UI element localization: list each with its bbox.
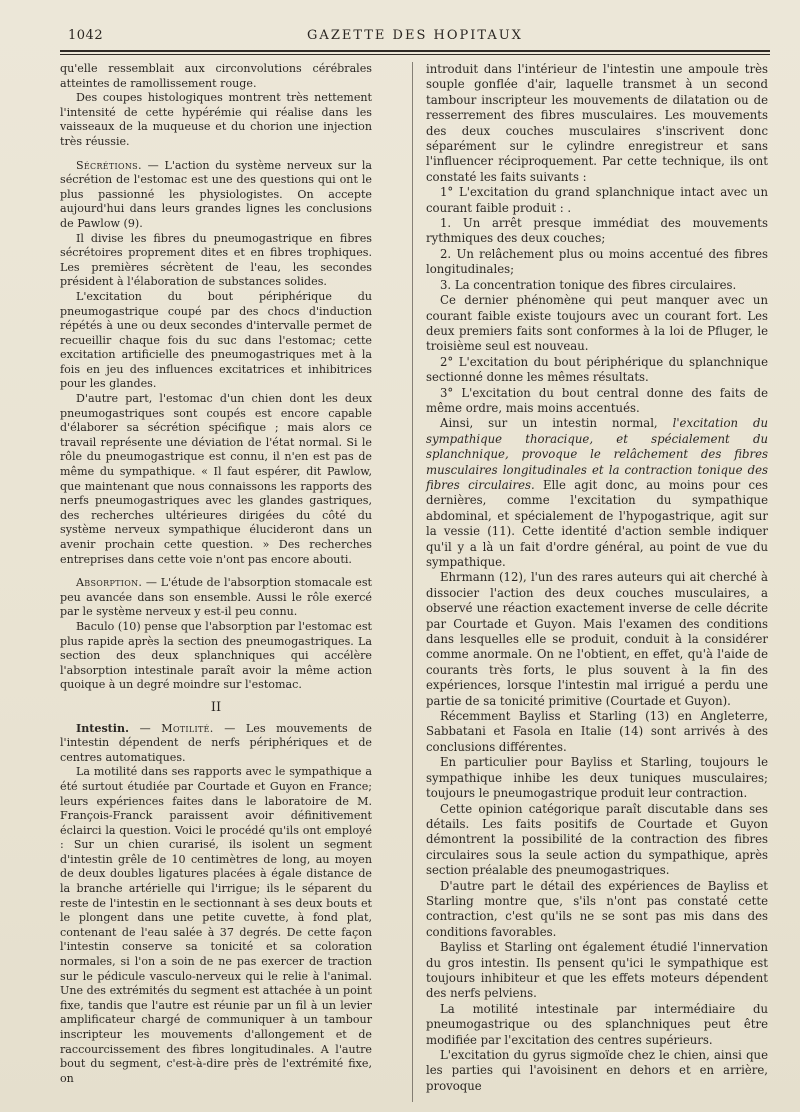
header-rule <box>60 50 770 52</box>
subsection-heading: Motilité. <box>161 721 214 735</box>
italic-text: l'excitation du sympathique thoracique, et spécialement du splanchnique, provoque le relâchement des fibres musculaires longitudinales et la contraction tonique des fibres circulaires. <box>426 416 768 492</box>
paragraph: D'autre part, l'estomac d'un chien dont les deux pneumogastriques sont coupés est encore capable d'élaborer sa sécrétion spécifique ; mais alors ce travail représente une déviation de l'état normal. Si le rôle du pneumogastrique est connu, il n'en est pas de même du sympathique. « Il faut espérer, dit Pawlow, que maintenant que nous connaissons les rapports des nerfs pneumogastriques avec les glandes gastriques, des recherches ultérieures dirigées du côté du système nerveux sympathique élucideront dans un avenir prochain cette question. » Des recherches entreprises dans cette voie n'ont pas encore abouti. <box>60 392 372 566</box>
left-column <box>60 62 372 1086</box>
paragraph: Ehrmann (12), l'un des rares auteurs qui ait cherché à dissocier l'action des deux couches musculaires, a observé une réaction exactement inverse de celle décrite par Courtade et Guyon. Mais l'examen des conditions dans lesquelles elle se produit, conduit à la considérer comme anormale. On ne l'obtient, en effet, qu'à l'aide de courants très forts, le plus souvent à la fin des expériences, lorsque l'intestin mal irrigué a perdu une partie de sa tonicité primitive (Courtade et Guyon). <box>426 570 768 708</box>
paragraph: Bayliss et Starling ont également étudié l'innervation du gros intestin. Ils pensent qu'ici le sympathique est toujours inhibiteur et que les effets moteurs dépendent des nerfs pelviens. <box>426 940 768 1001</box>
paragraph-text: — Les mouvements de l'intestin dépendent de nerfs périphériques et de centres automatiques. <box>60 721 372 764</box>
paragraph-intestin <box>60 722 372 766</box>
paragraph: La motilité dans ses rapports avec le sympathique a été surtout étudiée par Courtade et Guyon en France; leurs expériences faites dans le laboratoire de M. François-Franck paraissent avoir définitivement éclairci la question. Voici le procédé qu'ils ont employé : Sur un chien curarisé, ils isolent un segment d'intestin grêle de 10 centimètres de long, au moyen de deux doubles ligatures placées à égale distance de la branche artérielle qui l'irrigue; ils le séparent du reste de l'intestin en le sectionnant à ses deux bouts et le plongent dans une petite cuvette, à fond plat, contenant de l'eau salée à 37 degrés. De cette façon l'intestin conserve sa tonicité et sa coloration normales, si l'on a soin de ne pas exercer de traction sur le pédicule vasculo-nerveux qui le relie à l'animal. Une des extrémités du segment est attachée à un point fixe, tandis que l'autre est réunie par un fil à un levier amplificateur chargé de communiquer à un tambour inscripteur les mouvements d'allongement et de raccourcissement des fibres longitudinales. A l'autre bout du segment, c'est-à-dire près de l'extrémité fixe, on <box>60 765 372 1085</box>
section-heading: Absorption. <box>76 576 143 590</box>
paragraph-ainsi <box>426 416 768 570</box>
paragraph: L'excitation du bout périphérique du pneumogastrique coupé par des chocs d'induction répétés à une ou deux secondes d'intervalle permet de recueillir chaque fois du suc dans l'estomac; cette excitation artificielle des pneumogastriques met à la fois en jeu des influences excitatrices et inhibitrices pour les glandes. <box>60 289 372 391</box>
paragraph: Ce dernier phénomène qui peut manquer avec un courant faible existe toujours avec un courant fort. Les deux premiers faits sont conformes à la loi de Pfluger, le troisième seul est nouveau. <box>426 293 768 354</box>
paragraph-text: — L'action du système nerveux sur la sécrétion de l'estomac est une des questions qui ont le plus passionné les physiologistes. On accepte aujourd'hui dans leurs grandes lignes les conclusions de Pawlow (9). <box>60 158 372 230</box>
paragraph-absorption <box>60 576 372 620</box>
list-item: 1. Un arrêt presque immédiat des mouvements rythmiques des deux couches; <box>426 216 768 246</box>
right-column <box>426 62 768 1094</box>
paragraph-text: Elle agit donc, au moins pour ces dernières, comme l'excitation du sympathique abdominal, et spécialement de l'hypogastrique, agit sur la vessie (11). Cette identité d'action semble indiquer qu'il y a là un fait d'ordre général, au point de vue du sympathique. <box>426 477 768 569</box>
section-heading: Intestin. <box>76 721 129 735</box>
paragraph-text: Ainsi, sur un intestin normal, <box>440 416 673 431</box>
paragraph-secretions <box>60 159 372 232</box>
paragraph: D'autre part le détail des expériences de Bayliss et Starling montre que, s'ils n'ont pas constaté cette contraction, c'est qu'ils ne se sont pas mis dans des conditions favorables. <box>426 878 768 939</box>
paragraph: 3° L'excitation du bout central donne des faits de même ordre, mais moins accentués. <box>426 385 768 415</box>
paragraph: Des coupes histologiques montrent très nettement l'intensité de cette hypérémie qui réalise dans les vaisseaux de la muqueuse et du chorion une injection très réussie. <box>60 91 372 148</box>
section-heading: Sécrétions. <box>76 158 142 172</box>
paragraph: qu'elle ressemblait aux circonvolutions cérébrales atteintes de ramollissement rouge. <box>60 62 372 90</box>
section-numeral: II <box>210 699 222 715</box>
paragraph: Récemment Bayliss et Starling (13) en Angleterre, Sabbatani et Fasola en Italie (14) sont arrivés à des conclusions différentes. <box>426 709 768 754</box>
paragraph: Il divise les fibres du pneumogastrique en fibres sécrétoires proprement dites et en fibres trophiques. Les premières sécrètent de l'eau, les secondes président à l'élaboration de substances solides. <box>60 231 372 289</box>
paragraph: 2° L'excitation du bout périphérique du splanchnique sectionné donne les mêmes résultats. <box>426 354 768 385</box>
column-divider <box>412 62 413 1102</box>
paragraph-text: — L'étude de l'absorption stomacale est peu avancée dans son ensemble. Aussi le rôle exercé par le système nerveux y est-il peu connu. <box>60 576 372 619</box>
paragraph: 1° L'excitation du grand splanchnique intact avec un courant faible produit : . <box>426 185 768 215</box>
paragraph: L'excitation du gyrus sigmoïde chez le chien, ainsi que les parties qui l'avoisinent en dehors et en arrière, provoque <box>426 1048 768 1093</box>
page-header <box>60 26 770 48</box>
journal-title: GAZETTE DES HOPITAUX <box>307 28 523 43</box>
list-item: 3. La concentration tonique des fibres circulaires. <box>440 277 737 292</box>
paragraph: Baculo (10) pense que l'absorption par l'estomac est plus rapide après la section des pneumogastriques. La section des deux splanchniques qui accélère l'absorption intestinale paraît avoir la même action quoique à un degré moindre sur l'estomac. <box>60 619 372 692</box>
paragraph: La motilité intestinale par intermédiaire du pneumogastrique ou des splanchniques peut être modifiée par l'excitation des centres supérieurs. <box>426 1001 768 1047</box>
paragraph: En particulier pour Bayliss et Starling, toujours le sympathique inhibe les deux tuniques musculaires; toujours le pneumogastrique produit leur contraction. <box>426 755 768 801</box>
header-rule-thin <box>60 54 770 55</box>
dash: — <box>128 721 162 735</box>
paragraph: introduit dans l'intérieur de l'intestin une ampoule très souple gonflée d'air, laquelle transmet à un second tambour inscripteur les mouvements de dilatation ou de resserrement des fibres musculaires. Les mouvements des deux couches musculaires s'inscrivent donc séparément sur le cylindre enregistreur et sans l'influencer réciproquement. Par cette technique, ils ont constaté les faits suivants : <box>426 62 768 184</box>
page-number: 1042 <box>68 28 104 43</box>
paragraph: Cette opinion catégorique paraît discutable dans ses détails. Les faits positifs de Courtade et Guyon démontrent la possibilité de la contraction des fibres circulaires sous la seule action du sympathique, après section préalable des pneumogastriques. <box>426 801 768 878</box>
list-item: 2. Un relâchement plus ou moins accentué des fibres longitudinales; <box>426 246 768 277</box>
